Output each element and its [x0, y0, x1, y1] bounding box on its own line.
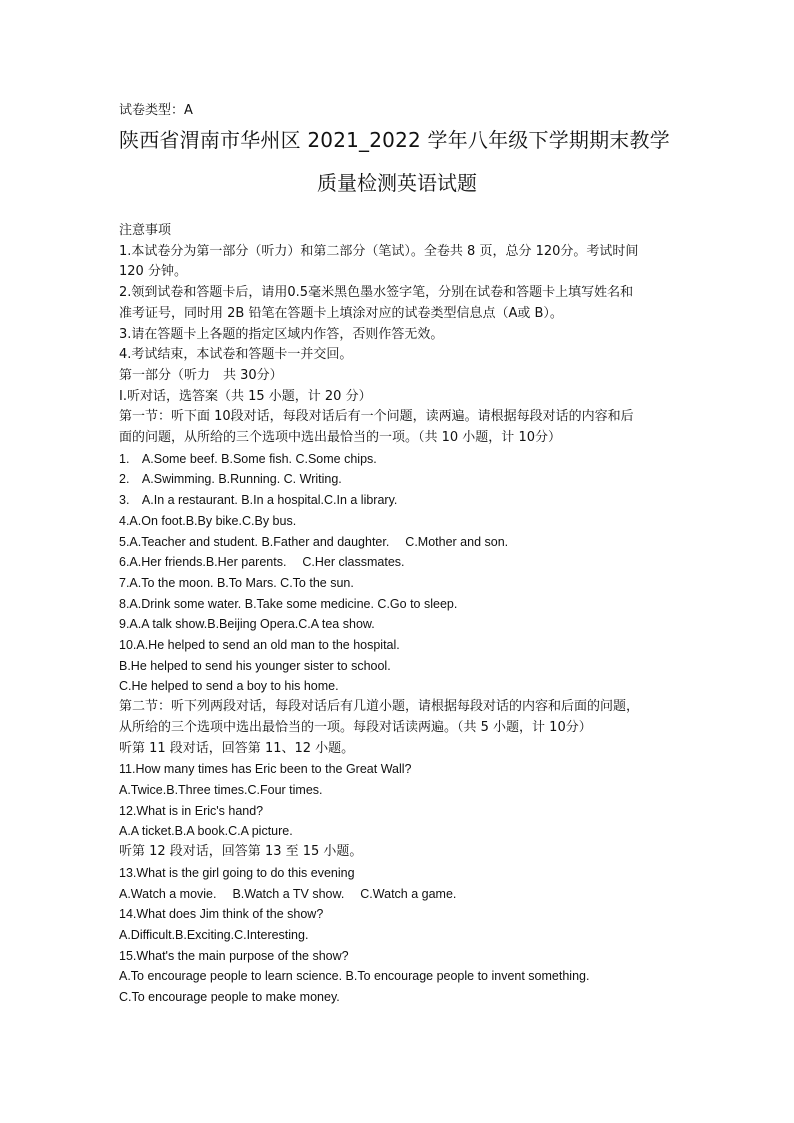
question-11-options: A.Twice.B.Three times.C.Four times. — [119, 782, 323, 797]
question-13: 13.What is the girl going to do this evening — [119, 865, 355, 880]
section-2-instructions-cont: 从所给的三个选项中选出最恰当的一项。每段对话读两遍。（共 5 小题，计 10分） — [119, 719, 592, 735]
notice-item-4: 4.考试结束，本试卷和答题卡一并交回。 — [119, 347, 353, 363]
question-6: 6.A.Her friends.B.Her parents. C.Her classmates. — [119, 555, 405, 570]
dialogue-12-heading: 听第 12 段对话，回答第 13 至 15 小题。 — [119, 844, 363, 860]
question-13-options: A.Watch a movie. B.Watch a TV show. C.Watch a game. — [119, 886, 457, 901]
question-15: 15.What's the main purpose of the show? — [119, 948, 349, 963]
question-7: 7.A.To the moon. B.To Mars. C.To the sun. — [119, 575, 354, 590]
notice-item-1: 1.本试卷分为第一部分（听力）和第二部分（笔试）。全卷共 8 页，总分 120分。考试时间 — [119, 243, 639, 259]
paper-type-label: 试卷类型：A — [119, 103, 193, 118]
notice-heading: 注意事项 — [119, 223, 172, 238]
section-2-instructions: 第二节：听下列两段对话，每段对话后有几道小题，请根据每段对话的内容和后面的问题， — [119, 699, 640, 715]
question-14-options: A.Difficult.B.Exciting.C.Interesting. — [119, 927, 309, 942]
question-15-options-ab: A.To encourage people to learn science. B.To encourage people to invent something. — [119, 969, 590, 984]
question-15-option-c: C.To encourage people to make money. — [119, 990, 340, 1005]
question-9: 9.A.A talk show.B.Beijing Opera.C.A tea show. — [119, 617, 375, 632]
question-10-option-a: 10.A.He helped to send an old man to the hospital. — [119, 638, 400, 653]
question-12: 12.What is in Eric's hand? — [119, 803, 264, 818]
question-3: 3. A.In a restaurant. B.In a hospital.C.In a library. — [119, 493, 398, 508]
question-8: 8.A.Drink some water. B.Take some medicine. C.Go to sleep. — [119, 596, 458, 611]
exam-title-line-1: 陕西省渭南市华州区 2021_2022 学年八年级下学期期末教学 — [119, 128, 670, 152]
dialogue-11-heading: 听第 11 段对话，回答第 11、12 小题。 — [119, 740, 355, 756]
section-i-heading: Ⅰ.听对话，选答案（共 15 小题，计 20 分） — [119, 388, 372, 404]
part-one-heading: 第一部分（听力 共 30分） — [119, 367, 283, 383]
question-4: 4.A.On foot.B.By bike.C.By bus. — [119, 513, 297, 528]
question-14: 14.What does Jim think of the show? — [119, 907, 324, 922]
question-10-option-b: B.He helped to send his younger sister to school. — [119, 658, 391, 673]
notice-item-2-cont: 准考证号，同时用 2B 铅笔在答题卡上填涂对应的试卷类型信息点（A或 B）。 — [119, 305, 563, 321]
question-11: 11.How many times has Eric been to the Great Wall? — [119, 762, 412, 777]
question-10-option-c: C.He helped to send a boy to his home. — [119, 679, 339, 694]
question-2: 2. A.Swimming. B.Running. C. Writing. — [119, 472, 342, 487]
notice-item-2: 2.领到试卷和答题卡后，请用0.5毫米黑色墨水签字笔，分别在试卷和答题卡上填写姓名和 — [119, 285, 634, 301]
question-1: 1. A.Some beef. B.Some fish. C.Some chips. — [119, 451, 377, 466]
question-12-options: A.A ticket.B.A book.C.A picture. — [119, 824, 293, 839]
notice-item-3: 3.请在答题卡上各题的指定区域内作答，否则作答无效。 — [119, 326, 444, 342]
notice-item-1-cont: 120 分钟。 — [119, 264, 187, 280]
exam-title-line-2: 质量检测英语试题 — [317, 171, 477, 195]
exam-body — [119, 221, 694, 1008]
question-5: 5.A.Teacher and student. B.Father and daughter. C.Mother and son. — [119, 534, 509, 549]
section-1-instructions-cont: 面的问题，从所给的三个选项中选出最恰当的一项。（共 10 小题，计 10分） — [119, 430, 561, 446]
section-1-instructions: 第一节：听下面 10段对话，每段对话后有一个问题，读两遍。请根据每段对话的内容和后 — [119, 409, 634, 425]
